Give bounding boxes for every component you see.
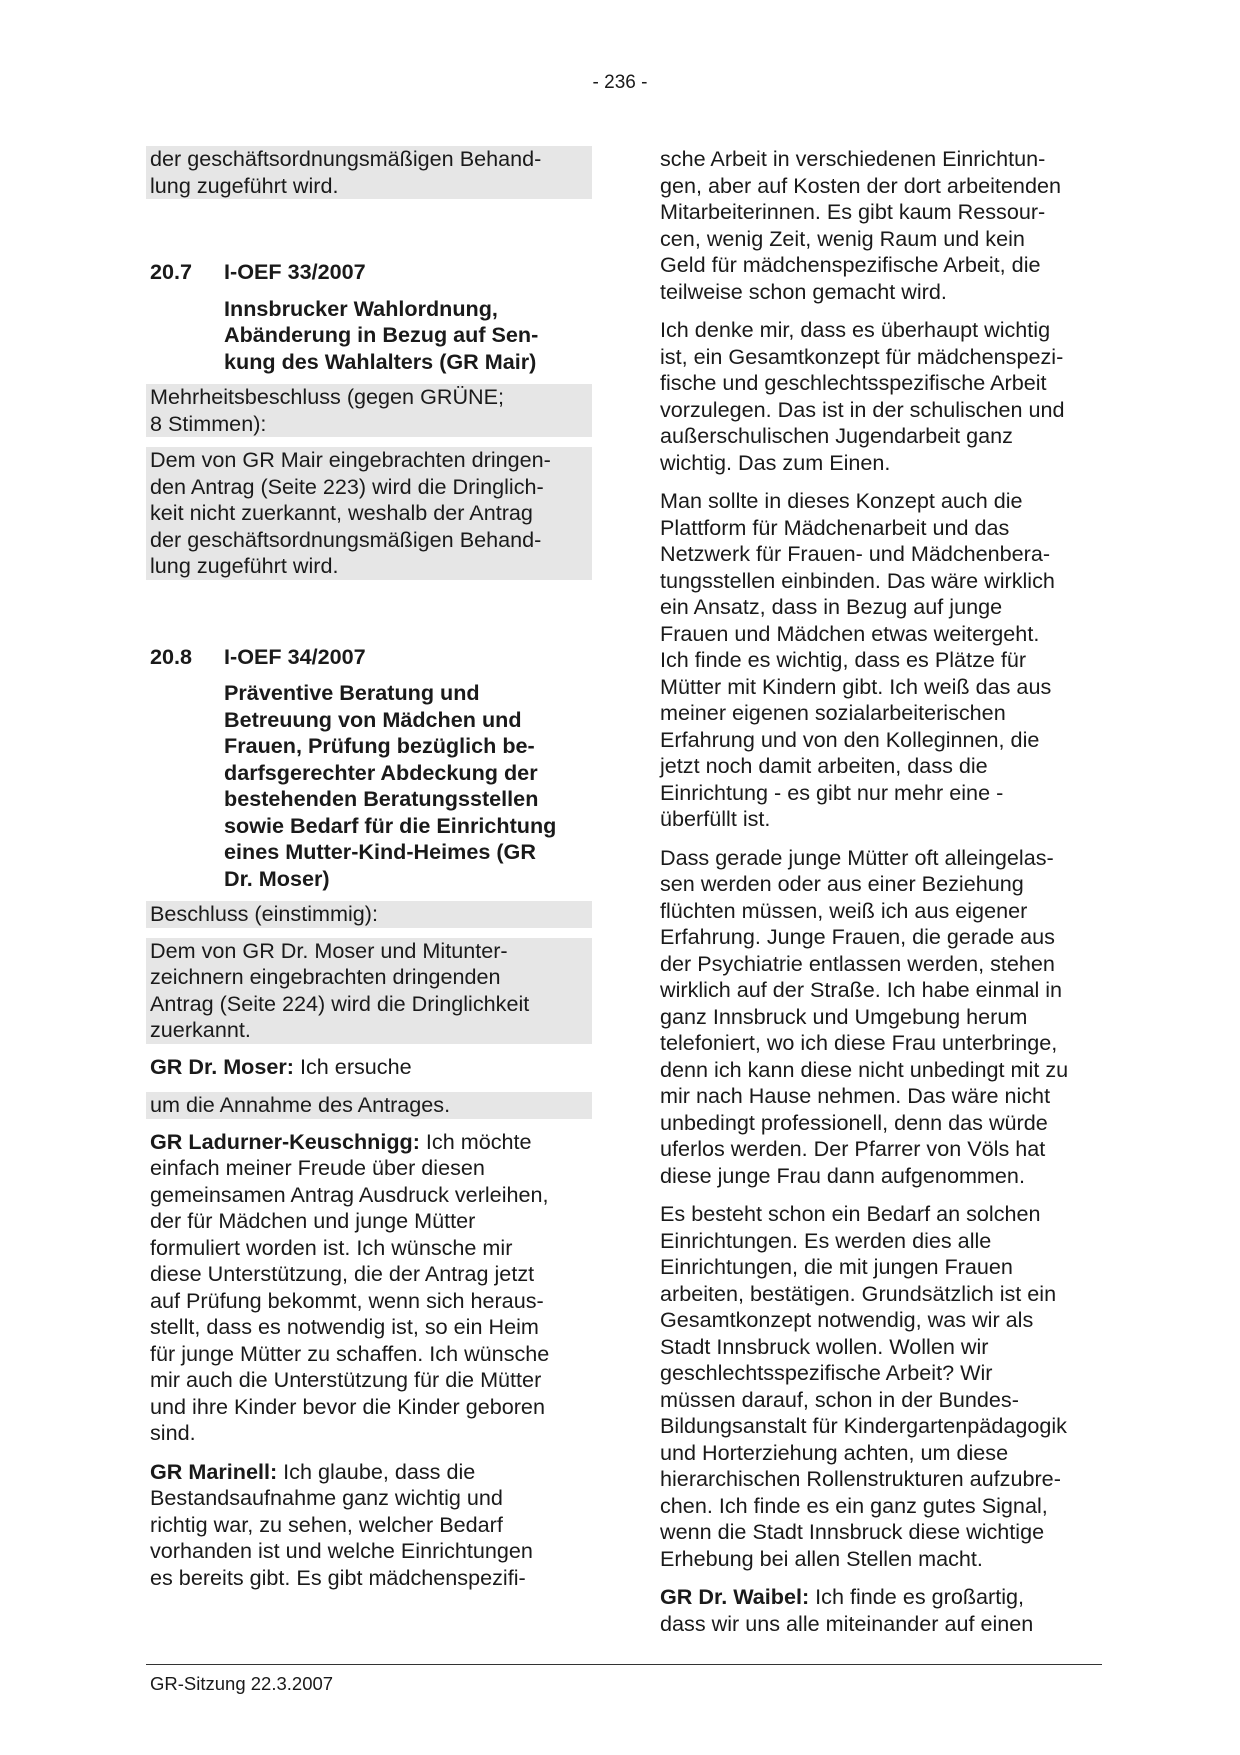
text-line: der geschäftsordnungsmäßigen Behand- xyxy=(150,146,542,171)
text-line: Bildungsanstalt für Kindergartenpädagogik xyxy=(660,1413,1067,1438)
text-line: zeichnern eingebrachten dringenden xyxy=(150,964,501,989)
text-line: Antrag (Seite 224) wird die Dringlichkeit xyxy=(150,990,530,1016)
text-line: gen, aber auf Kosten der dort arbeitenden xyxy=(660,172,1061,198)
text-line: Mitarbeiterinnen. Es gibt kaum Ressour- xyxy=(660,199,1046,224)
left-column xyxy=(146,146,592,1603)
text-line: stellt, dass es notwendig ist, so ein Heim xyxy=(150,1314,539,1339)
text-line: chen. Ich finde es ein ganz gutes Signal, xyxy=(660,1492,1048,1518)
text-line: ganz Innsbruck und Umgebung herum xyxy=(660,1003,1028,1029)
decision-text-20-7 xyxy=(146,447,592,580)
text-line: Erhebung bei allen Stellen macht. xyxy=(660,1545,983,1571)
decision-20-7 xyxy=(146,384,592,437)
text-line: Erfahrung und von den Kolleginnen, die xyxy=(660,726,1040,752)
text-line: Es besteht schon ein Bedarf an solchen xyxy=(660,1201,1041,1226)
paragraph xyxy=(660,1201,1102,1572)
statement-text: Ich ersuche xyxy=(294,1053,412,1079)
text-line: diese Unterstützung, die der Antrag jetzt xyxy=(150,1261,535,1286)
text-line: für junge Mütter zu schaffen. Ich wünsche xyxy=(150,1340,550,1366)
text-line: der Psychiatrie entlassen werden, stehen xyxy=(660,950,1055,976)
text-line: fische und geschlechtsspezifische Arbeit xyxy=(660,370,1047,395)
speaker-name: GR Marinell: xyxy=(150,1458,278,1484)
text-line: lung zugeführt wird. xyxy=(150,553,339,578)
text-line: arbeiten, bestätigen. Grundsätzlich ist ein xyxy=(660,1280,1057,1306)
speaker-name: GR Dr. Moser: xyxy=(150,1053,294,1079)
text-line: unbedingt professionell, denn das würde xyxy=(660,1109,1048,1135)
text-line: Gesamtkonzept notwendig, was wir als xyxy=(660,1307,1034,1332)
text-line: den Antrag (Seite 223) wird die Dringlich- xyxy=(150,473,544,499)
text-line: mir nach Hause nehmen. Das wäre nicht xyxy=(660,1083,1051,1108)
text-line: richtig war, zu sehen, welcher Bedarf xyxy=(150,1511,503,1537)
text-line: Einrichtungen, die mit jungen Frauen xyxy=(660,1254,1013,1279)
speaker-name: GR Dr. Waibel: xyxy=(660,1584,810,1609)
text-line: auf Prüfung bekommt, wenn sich heraus- xyxy=(150,1287,544,1313)
text-line: es bereits gibt. Es gibt mädchenspezifi- xyxy=(150,1564,526,1590)
text-line: telefoniert, wo ich diese Frau unterbringe, xyxy=(660,1030,1058,1055)
text-line: außerschulischen Jugendarbeit ganz xyxy=(660,423,1013,448)
text-line: geschlechtsspezifische Arbeit? Wir xyxy=(660,1360,993,1385)
moser-statement xyxy=(150,1054,592,1081)
text-line: Dem von GR Dr. Moser und Mitunter- xyxy=(150,937,508,963)
title-line: kung des Wahlalters (GR Mair) xyxy=(224,348,537,374)
text-line: Erfahrung. Junge Frauen, die gerade aus xyxy=(660,924,1055,949)
title-line: eines Mutter-Kind-Heimes (GR xyxy=(224,839,536,864)
moser-shaded-text: um die Annahme des Antrages. xyxy=(146,1092,592,1119)
paragraph xyxy=(660,317,1102,476)
page-number: - 236 - xyxy=(592,72,648,93)
text-line: 8 Stimmen): xyxy=(150,410,267,436)
text-line: und Horterziehung achten, um diese xyxy=(660,1439,1009,1465)
text-line: überfüllt ist. xyxy=(660,806,771,831)
text-line: diese junge Frau dann aufgenommen. xyxy=(660,1162,1025,1188)
text-line: lung zugeführt wird. xyxy=(150,172,339,198)
text-line: Frauen und Mädchen etwas weitergeht. xyxy=(660,620,1040,646)
text-line: denn ich kann diese nicht unbedingt mit zu xyxy=(660,1056,1069,1082)
text-line: Einrichtung - es gibt nur mehr eine - xyxy=(660,779,1004,805)
text-line: keit nicht zuerkannt, weshalb der Antrag xyxy=(150,500,533,525)
text-line: der geschäftsordnungsmäßigen Behand- xyxy=(150,526,542,552)
text-line: hierarchischen Rollenstrukturen aufzubre- xyxy=(660,1466,1061,1491)
title-line: Präventive Beratung und xyxy=(224,680,480,705)
item-number: 20.8 xyxy=(150,643,193,669)
text-line: Plattform für Mädchenarbeit und das xyxy=(660,514,1010,540)
text-line: Ich finde es wichtig, dass es Plätze für xyxy=(660,647,1027,672)
waibel-statement xyxy=(660,1584,1102,1637)
text-line: einfach meiner Freude über diesen xyxy=(150,1155,485,1180)
text-line: sche Arbeit in verschiedenen Einrichtun- xyxy=(660,146,1046,171)
statement-text: Ich finde es großartig, xyxy=(809,1584,1025,1609)
text-line: Einrichtungen. Es werden dies alle xyxy=(660,1227,992,1253)
text-line: meiner eigenen sozialarbeiterischen xyxy=(660,700,1006,725)
item-title-20-8 xyxy=(224,680,592,892)
intro-shaded-text xyxy=(146,146,592,199)
text-line: flüchten müssen, weiß ich aus eigener xyxy=(660,897,1028,923)
paragraph xyxy=(660,845,1102,1190)
statement-text: Ich glaube, dass die xyxy=(277,1458,476,1484)
text-line: dass wir uns alle miteinander auf einen xyxy=(660,1610,1034,1636)
text-line: uferlos werden. Der Pfarrer von Völs hat xyxy=(660,1136,1046,1161)
text-line: Mehrheitsbeschluss (gegen GRÜNE; xyxy=(150,384,505,409)
text-line: wirklich auf der Straße. Ich habe einmal in xyxy=(660,977,1063,1002)
item-heading-20-8 xyxy=(150,644,592,671)
text-line: sind. xyxy=(150,1420,196,1445)
text-line: Bestandsaufnahme ganz wichtig und xyxy=(150,1485,503,1510)
title-line: Dr. Moser) xyxy=(224,865,330,891)
text-line: wenn die Stadt Innsbruck diese wichtige xyxy=(660,1519,1045,1544)
text-line: teilweise schon gemacht wird. xyxy=(660,278,947,304)
text-line: Dem von GR Mair eingebrachten dringen- xyxy=(150,447,551,472)
text-line: cen, wenig Zeit, wenig Raum und kein xyxy=(660,225,1025,251)
text-line: ist, ein Gesamtkonzept für mädchenspezi- xyxy=(660,343,1064,369)
text-line: Mütter mit Kindern gibt. Ich weiß das aus xyxy=(660,673,1052,699)
decision-text-20-8 xyxy=(146,938,592,1044)
item-heading-20-7 xyxy=(150,259,592,286)
text-line: müssen darauf, schon in der Bundes- xyxy=(660,1386,1019,1412)
text-line: sen werden oder aus einer Beziehung xyxy=(660,871,1024,896)
text-line: Geld für mädchenspezifische Arbeit, die xyxy=(660,252,1041,277)
item-title-20-7 xyxy=(224,296,592,376)
ladurner-statement xyxy=(150,1129,592,1447)
text-line: ein Ansatz, dass in Bezug auf junge xyxy=(660,594,1003,619)
footer-divider xyxy=(146,1664,1102,1665)
text-line: formuliert worden ist. Ich wünsche mir xyxy=(150,1234,513,1260)
text-line: jetzt noch damit arbeiten, dass die xyxy=(660,753,988,778)
text-line: gemeinsamen Antrag Ausdruck verleihen, xyxy=(150,1181,549,1207)
text-line: Ich denke mir, dass es überhaupt wichtig xyxy=(660,317,1051,342)
text-line: vorhanden ist und welche Einrichtungen xyxy=(150,1538,533,1563)
text-line: Dass gerade junge Mütter oft alleingelas- xyxy=(660,844,1054,870)
decision-20-8: Beschluss (einstimmig): xyxy=(146,901,592,928)
item-code: I-OEF 34/2007 xyxy=(224,643,366,669)
paragraph xyxy=(660,146,1102,305)
item-code: I-OEF 33/2007 xyxy=(224,259,366,284)
text-line: der für Mädchen und junge Mütter xyxy=(150,1208,476,1233)
title-line: Innsbrucker Wahlordnung, xyxy=(224,295,498,321)
footer-session-date: GR-Sitzung 22.3.2007 xyxy=(150,1673,334,1694)
title-line: darfsgerechter Abdeckung der xyxy=(224,759,538,785)
text-line: vorzulegen. Das ist in der schulischen und xyxy=(660,396,1065,422)
text-line: wichtig. Das zum Einen. xyxy=(660,449,891,475)
text-line: Stadt Innsbruck wollen. Wollen wir xyxy=(660,1333,989,1359)
marinell-statement xyxy=(150,1459,592,1592)
right-column xyxy=(656,146,1102,1649)
text-line: mir auch die Unterstützung für die Mütter xyxy=(150,1367,542,1392)
text-line: zuerkannt. xyxy=(150,1017,251,1042)
statement-text: Ich möchte xyxy=(419,1128,532,1154)
title-line: Abänderung in Bezug auf Sen- xyxy=(224,322,539,347)
text-line: und ihre Kinder bevor die Kinder geboren xyxy=(150,1393,545,1419)
title-line: sowie Bedarf für die Einrichtung xyxy=(224,812,557,838)
title-line: bestehenden Beratungsstellen xyxy=(224,786,539,811)
title-line: Betreuung von Mädchen und xyxy=(224,706,522,732)
speaker-name: GR Ladurner-Keuschnigg: xyxy=(150,1128,420,1154)
paragraph xyxy=(660,488,1102,833)
text-line: Netzwerk für Frauen- und Mädchenbera- xyxy=(660,541,1051,566)
text-line: tungsstellen einbinden. Das wäre wirklich xyxy=(660,567,1055,593)
text-line: Man sollte in dieses Konzept auch die xyxy=(660,488,1023,513)
title-line: Frauen, Prüfung bezüglich be- xyxy=(224,733,535,758)
item-number: 20.7 xyxy=(150,259,193,284)
